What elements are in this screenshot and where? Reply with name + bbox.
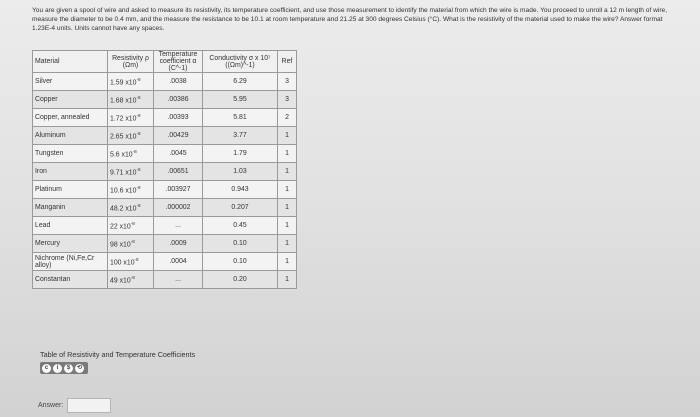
material-cell: Manganin	[33, 199, 108, 217]
header-material: Material	[33, 51, 108, 73]
answer-area	[38, 398, 111, 413]
resistivity-cell	[108, 145, 154, 163]
times-ten: x10	[121, 259, 135, 267]
table-row	[33, 253, 297, 271]
conductivity-cell: 6.29	[203, 73, 278, 91]
table-row	[33, 181, 297, 199]
conductivity-cell: 0.207	[203, 199, 278, 217]
exponent: -8	[136, 94, 141, 100]
conductivity-cell: 5.95	[203, 91, 278, 109]
answer-label: Answer:	[38, 402, 64, 409]
material-cell: Tungsten	[33, 145, 108, 163]
exponent: -8	[136, 112, 141, 118]
temp-coeff-cell: ...	[154, 271, 203, 289]
table-body	[33, 73, 297, 289]
resistivity-cell	[108, 235, 154, 253]
header-conductivity: Conductivity σ x 10⁷ ((Ωm)^-1)	[203, 51, 278, 73]
resistivity-cell	[108, 91, 154, 109]
table-row	[33, 217, 297, 235]
temp-coeff-cell: .00651	[154, 163, 203, 181]
ref-cell: 1	[278, 217, 297, 235]
temp-coeff-cell: .003927	[154, 181, 203, 199]
temp-coeff-cell: .00393	[154, 109, 203, 127]
table-row	[33, 73, 297, 91]
material-cell: Nichrome (Ni,Fe,Cr alloy)	[33, 253, 108, 271]
conductivity-cell: 0.943	[203, 181, 278, 199]
table-row	[33, 163, 297, 181]
times-ten: x10	[123, 205, 137, 213]
resistivity-value: 1.72	[110, 115, 124, 123]
table-row	[33, 235, 297, 253]
conductivity-cell: 1.03	[203, 163, 278, 181]
resistivity-cell	[108, 253, 154, 271]
conductivity-cell: 0.20	[203, 271, 278, 289]
table-row	[33, 91, 297, 109]
resistivity-cell	[108, 163, 154, 181]
answer-input[interactable]	[67, 398, 111, 413]
resistivity-cell	[108, 217, 154, 235]
temp-coeff-cell: .0009	[154, 235, 203, 253]
resistivity-cell	[108, 271, 154, 289]
temp-coeff-cell: .000002	[154, 199, 203, 217]
header-resistivity: Resistivity ρ (Ωm)	[108, 51, 154, 73]
material-cell: Silver	[33, 73, 108, 91]
nc-icon: $	[64, 364, 73, 373]
material-cell: Constantan	[33, 271, 108, 289]
exponent: -8	[130, 220, 135, 226]
exponent: -8	[136, 202, 141, 208]
ref-cell: 1	[278, 253, 297, 271]
times-ten: x10	[123, 133, 137, 141]
table-row	[33, 127, 297, 145]
conductivity-cell: 5.81	[203, 109, 278, 127]
by-icon: i	[53, 364, 62, 373]
exponent: -8	[136, 166, 141, 172]
material-cell: Lead	[33, 217, 108, 235]
temp-coeff-cell: .0004	[154, 253, 203, 271]
resistivity-value: 9.71	[110, 169, 124, 177]
resistivity-cell	[108, 127, 154, 145]
resistivity-value: 22	[110, 223, 118, 231]
resistivity-value: 5.6	[110, 151, 120, 159]
resistivity-value: 49	[110, 277, 118, 285]
conductivity-cell: 1.79	[203, 145, 278, 163]
table-row	[33, 109, 297, 127]
header-temp-coeff: Temperature coefficient α (C^-1)	[154, 51, 203, 73]
ref-cell: 3	[278, 91, 297, 109]
material-cell: Aluminum	[33, 127, 108, 145]
times-ten: x10	[117, 223, 131, 231]
table-caption: Table of Resistivity and Temperature Coefficients	[40, 350, 196, 359]
material-cell: Platinum	[33, 181, 108, 199]
temp-coeff-cell: .00386	[154, 91, 203, 109]
header-ref: Ref	[278, 51, 297, 73]
resistivity-table	[32, 50, 297, 289]
resistivity-value: 1.68	[110, 97, 124, 105]
creative-commons-badge	[40, 362, 88, 374]
ref-cell: 1	[278, 199, 297, 217]
resistivity-cell	[108, 73, 154, 91]
table-row	[33, 271, 297, 289]
table-row	[33, 199, 297, 217]
times-ten: x10	[117, 277, 131, 285]
resistivity-value: 98	[110, 241, 118, 249]
ref-cell: 3	[278, 73, 297, 91]
exponent: -8	[130, 238, 135, 244]
exponent: -8	[132, 148, 137, 154]
ref-cell: 1	[278, 127, 297, 145]
material-cell: Copper	[33, 91, 108, 109]
times-ten: x10	[123, 97, 137, 105]
resistivity-value: 1.59	[110, 79, 124, 87]
table-header-row	[33, 51, 297, 73]
exponent: -8	[136, 130, 141, 136]
resistivity-value: 100	[110, 259, 122, 267]
exponent: -8	[130, 274, 135, 280]
ref-cell: 1	[278, 271, 297, 289]
material-cell: Mercury	[33, 235, 108, 253]
ref-cell: 1	[278, 235, 297, 253]
times-ten: x10	[119, 151, 133, 159]
temp-coeff-cell: .0045	[154, 145, 203, 163]
times-ten: x10	[123, 79, 137, 87]
ref-cell: 1	[278, 145, 297, 163]
resistivity-value: 10.6	[110, 187, 124, 195]
conductivity-cell: 3.77	[203, 127, 278, 145]
ref-cell: 1	[278, 163, 297, 181]
conductivity-cell: 0.45	[203, 217, 278, 235]
material-cell: Iron	[33, 163, 108, 181]
temp-coeff-cell: .0038	[154, 73, 203, 91]
table-row	[33, 145, 297, 163]
resistivity-cell	[108, 199, 154, 217]
ref-cell: 2	[278, 109, 297, 127]
question-text: You are given a spool of wire and asked to measure its resistivity, its temperature coefficient, and use those measurement to identify the material from which the wire is made. You proceed to unroll a 12 m length of wire, measure the diameter to be 0.4 mm, and the measure the resistance to be 10.1 at room temperature and 21.25 at 300 degrees Celsius (°C). What is the resistivity of the material used to make the wire? Answer format 1.23E-4 units. Units cannot have any spaces.	[32, 7, 668, 33]
resistivity-value: 2.65	[110, 133, 124, 141]
times-ten: x10	[123, 187, 137, 195]
conductivity-cell: 0.10	[203, 235, 278, 253]
temp-coeff-cell: ...	[154, 217, 203, 235]
exponent: -8	[136, 184, 141, 190]
times-ten: x10	[117, 241, 131, 249]
resistivity-value: 48.2	[110, 205, 124, 213]
temp-coeff-cell: .00429	[154, 127, 203, 145]
sa-icon: ⟲	[76, 364, 83, 371]
resistivity-cell	[108, 109, 154, 127]
times-ten: x10	[123, 115, 137, 123]
resistivity-cell	[108, 181, 154, 199]
exponent: -8	[134, 256, 139, 262]
ref-cell: 1	[278, 181, 297, 199]
times-ten: x10	[123, 169, 137, 177]
cc-icon: c	[42, 364, 51, 373]
material-cell: Copper, annealed	[33, 109, 108, 127]
conductivity-cell: 0.10	[203, 253, 278, 271]
exponent: -8	[136, 76, 141, 82]
